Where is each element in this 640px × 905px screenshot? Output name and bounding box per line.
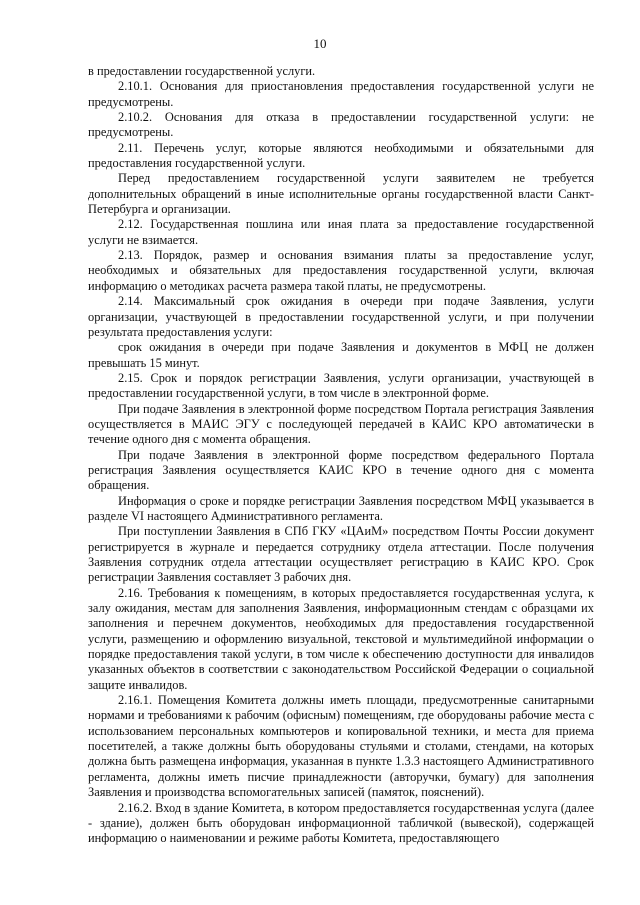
- paragraph: 2.14. Максимальный срок ожидания в очереди при подаче Заявления, услуги организации, участвующей в предоставлении государственной услуги, и при получении результата предоставления услуги:: [88, 294, 594, 339]
- paragraph: При подаче Заявления в электронной форме посредством Портала регистрация Заявления осуществляется в МАИС ЭГУ с последующей передачей в КАИС КРО автоматически в течение одного дня с момента обращения.: [88, 401, 594, 447]
- page-number: 10: [313, 36, 327, 51]
- paragraph: 2.10.1. Основания для приостановления предоставления государственной услуги не предусмотрены.: [88, 79, 594, 109]
- document-body: [88, 64, 594, 847]
- paragraph: 2.11. Перечень услуг, которые являются необходимыми и обязательными для предоставления государственной услуги.: [88, 140, 594, 171]
- paragraph: При поступлении Заявления в СПб ГКУ «ЦАиМ» посредством Почты России документ регистрируется в журнале и передается сотруднику отдела аттестации. После получения Заявления сотрудник отдела аттестации осуществляет регистрацию в КАИС КРО. Срок регистрации Заявления составляет 3 рабочих дня.: [88, 524, 594, 585]
- paragraph: Перед предоставлением государственной услуги заявителем не требуется дополнительных обращений в иные исполнительные органы государственной власти Санкт-Петербурга и организации.: [88, 171, 594, 217]
- paragraph: 2.15. Срок и порядок регистрации Заявления, услуги организации, участвующей в предоставлении государственной услуги, в том числе в электронной форме.: [88, 370, 594, 401]
- paragraph: При подаче Заявления в электронной форме посредством федерального Портала регистрация Заявления осуществляется КАИС КРО в течение одного дня с момента обращения.: [88, 447, 594, 493]
- paragraph: 2.10.2. Основания для отказа в предоставлении государственной услуги: не предусмотрены.: [88, 110, 594, 140]
- paragraph: срок ожидания в очереди при подаче Заявления и документов в МФЦ не должен превышать 15 минут.: [88, 340, 594, 370]
- paragraph: 2.13. Порядок, размер и основания взимания платы за предоставление услуг, необходимых и обязательных для предоставления государственной услуги, включая информацию о методиках расчета размера такой платы, не предусмотрены.: [88, 248, 594, 293]
- paragraph: 2.12. Государственная пошлина или иная плата за предоставление государственной услуги не взимается.: [88, 217, 594, 247]
- paragraph: в предоставлении государственной услуги.: [88, 64, 316, 78]
- paragraph: 2.16. Требования к помещениям, в которых предоставляется государственная услуга, к залу ожидания, местам для заполнения Заявления, информационным стендам с образцами их заполнения и перечнем документов, необходимых для предоставления государственной услуги, размещению и оформлению визуальной, текстовой и мультимедийной информации о порядке предоставления такой услуги, в том числе к обеспечению доступности для инвалидов указанных объектов в соответствии с законодательством Российской Федерации о социальной защите инвалидов.: [88, 585, 594, 692]
- paragraph: 2.16.1. Помещения Комитета должны иметь площади, предусмотренные санитарными нормами и требованиями к рабочим (офисным) помещениям, где оборудованы рабочие места с использованием персональных компьютеров и копировальной техники, и места для приема посетителей, а также должны быть оборудованы стульями и столами, стендами, на которых должна быть размещена информация, указанная в пункте 1.3.3 настоящего Административного регламента, должны иметь писчие принадлежности (авторучки, бумагу) для заполнения Заявления и производства вспомогательных записей (памяток, пояснений).: [88, 693, 594, 800]
- paragraph: 2.16.2. Вход в здание Комитета, в котором предоставляется государственная услуга (далее - здание), должен быть оборудован информационной табличкой (вывеской), содержащей информацию о наименовании и режиме работы Комитета, предоставляющего: [88, 800, 594, 846]
- paragraph: Информация о сроке и порядке регистрации Заявления посредством МФЦ указывается в разделе VI настоящего Административного регламента.: [88, 493, 594, 523]
